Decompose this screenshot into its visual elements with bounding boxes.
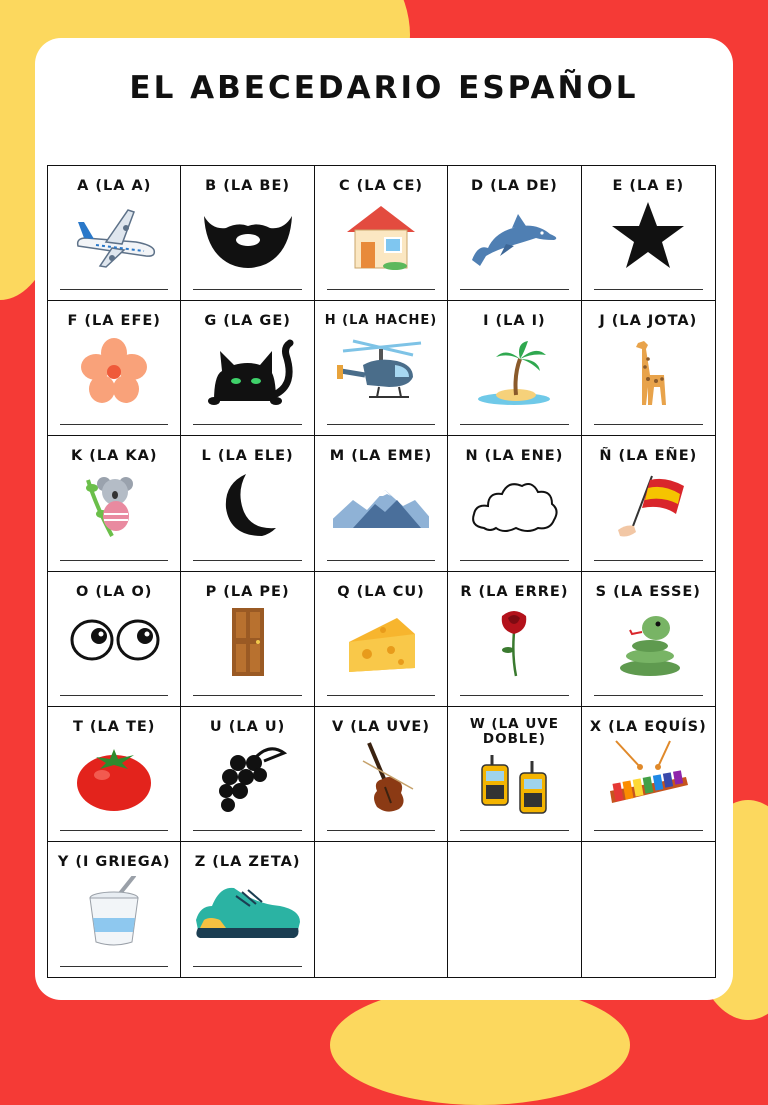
letter-label: L (LA ELE) — [201, 448, 294, 465]
empty-cell — [315, 842, 448, 977]
writing-line[interactable] — [193, 560, 301, 561]
rose-icon — [466, 606, 562, 678]
walkie-talkie-icon — [466, 753, 562, 825]
letter-label: T (LA TE) — [72, 718, 156, 735]
letter-label: P (LA PE) — [205, 583, 290, 600]
letter-cell-n — [448, 436, 581, 571]
decor-blob-bottom — [330, 985, 630, 1105]
writing-line[interactable] — [460, 424, 568, 425]
letter-cell-i — [448, 301, 581, 436]
letter-cell-o — [48, 572, 181, 707]
letter-cell-b — [181, 166, 314, 301]
moon-icon — [200, 470, 296, 542]
empty-cell — [448, 842, 581, 977]
letter-label: E (LA E) — [612, 178, 685, 194]
writing-line[interactable] — [460, 830, 568, 831]
letter-cell-k — [48, 436, 181, 571]
writing-line[interactable] — [60, 289, 168, 290]
letter-cell-w — [448, 707, 581, 842]
writing-line[interactable] — [60, 966, 168, 967]
letter-label: X (LA EQUÍS) — [589, 718, 707, 735]
writing-line[interactable] — [193, 830, 301, 831]
house-icon — [333, 200, 429, 272]
writing-line[interactable] — [193, 695, 301, 696]
writing-line[interactable] — [60, 424, 168, 425]
giraffe-icon — [600, 335, 696, 407]
letter-cell-x — [582, 707, 715, 842]
letter-label: Z (LA ZETA) — [194, 853, 301, 870]
writing-line[interactable] — [460, 560, 568, 561]
letter-cell-g — [181, 301, 314, 436]
page-title: EL ABECEDARIO ESPAÑOL — [129, 70, 639, 106]
mountains-icon — [333, 470, 429, 542]
letter-cell-m — [315, 436, 448, 571]
writing-line[interactable] — [193, 424, 301, 425]
sneaker-icon — [190, 876, 306, 948]
flower-icon — [66, 335, 162, 407]
writing-line[interactable] — [594, 830, 703, 831]
yogurt-icon — [66, 876, 162, 948]
letter-label: G (LA GE) — [204, 313, 291, 330]
letter-cell-s — [582, 572, 715, 707]
letter-cell-d — [448, 166, 581, 301]
snake-icon — [600, 606, 696, 678]
letter-cell-u — [181, 707, 314, 842]
letter-cell-t — [48, 707, 181, 842]
dolphin-icon — [466, 200, 562, 272]
writing-line[interactable] — [327, 289, 435, 290]
letter-cell-q — [315, 572, 448, 707]
letter-cell-enye — [582, 436, 715, 571]
violin-icon — [333, 741, 429, 813]
writing-line[interactable] — [327, 830, 435, 831]
letter-label: W (LA UVE DOBLE) — [469, 715, 559, 747]
letter-label: Ñ (LA EÑE) — [599, 448, 698, 465]
koala-icon — [66, 470, 162, 542]
letter-label: Q (LA CU) — [337, 583, 425, 600]
letter-label: J (LA JOTA) — [599, 313, 698, 330]
writing-line[interactable] — [594, 695, 703, 696]
letter-label: U (LA U) — [209, 718, 286, 735]
beard-icon — [200, 200, 296, 272]
letter-cell-h — [315, 301, 448, 436]
writing-line[interactable] — [60, 830, 168, 831]
writing-line[interactable] — [327, 560, 435, 561]
eyes-icon — [66, 606, 162, 678]
letter-cell-y — [48, 842, 181, 977]
letter-cell-z — [181, 842, 314, 977]
cat-icon — [200, 335, 296, 407]
letter-cell-r — [448, 572, 581, 707]
letter-cell-a — [48, 166, 181, 301]
letter-label: S (LA ESSE) — [595, 583, 701, 600]
writing-line[interactable] — [594, 424, 703, 425]
airplane-icon — [66, 200, 162, 272]
letter-label: H (LA HACHE) — [324, 313, 438, 329]
writing-line[interactable] — [460, 695, 568, 696]
grapes-icon — [200, 741, 296, 813]
letter-label: A (LA A) — [77, 178, 152, 194]
empty-cell — [582, 842, 715, 977]
alphabet-grid — [47, 165, 716, 978]
writing-line[interactable] — [60, 560, 168, 561]
letter-label: C (LA CE) — [338, 178, 423, 194]
letter-label: R (LA ERRE) — [460, 583, 569, 600]
island-icon — [466, 335, 562, 407]
letter-label: K (LA KA) — [70, 448, 158, 465]
letter-cell-j — [582, 301, 715, 436]
writing-line[interactable] — [460, 289, 568, 290]
letter-label: Y (I GRIEGA) — [57, 853, 171, 870]
letter-cell-f — [48, 301, 181, 436]
writing-line[interactable] — [60, 695, 168, 696]
letter-label: D (LA DE) — [470, 178, 558, 194]
writing-line[interactable] — [327, 424, 435, 425]
letter-label: I (LA I) — [483, 313, 546, 330]
cheese-icon — [333, 606, 429, 678]
letter-label: B (LA BE) — [205, 178, 290, 194]
letter-label: N (LA ENE) — [465, 448, 564, 465]
letter-label: M (LA EME) — [329, 448, 433, 465]
writing-line[interactable] — [193, 966, 301, 967]
tomato-icon — [66, 741, 162, 813]
writing-line[interactable] — [594, 289, 703, 290]
cloud-icon — [466, 470, 562, 542]
letter-label: V (LA UVE) — [332, 718, 430, 735]
letter-cell-v — [315, 707, 448, 842]
door-icon — [200, 606, 296, 678]
writing-line[interactable] — [327, 695, 435, 696]
letter-label: O (LA O) — [75, 583, 153, 600]
letter-label: F (LA EFE) — [67, 313, 161, 330]
spain-flag-icon — [600, 470, 696, 542]
xylophone-icon — [600, 737, 696, 809]
writing-line[interactable] — [594, 560, 703, 561]
letter-cell-c — [315, 166, 448, 301]
letter-cell-p — [181, 572, 314, 707]
letter-cell-e — [582, 166, 715, 301]
star-icon — [600, 200, 696, 272]
writing-line[interactable] — [193, 289, 301, 290]
letter-cell-l — [181, 436, 314, 571]
helicopter-icon — [333, 335, 429, 407]
